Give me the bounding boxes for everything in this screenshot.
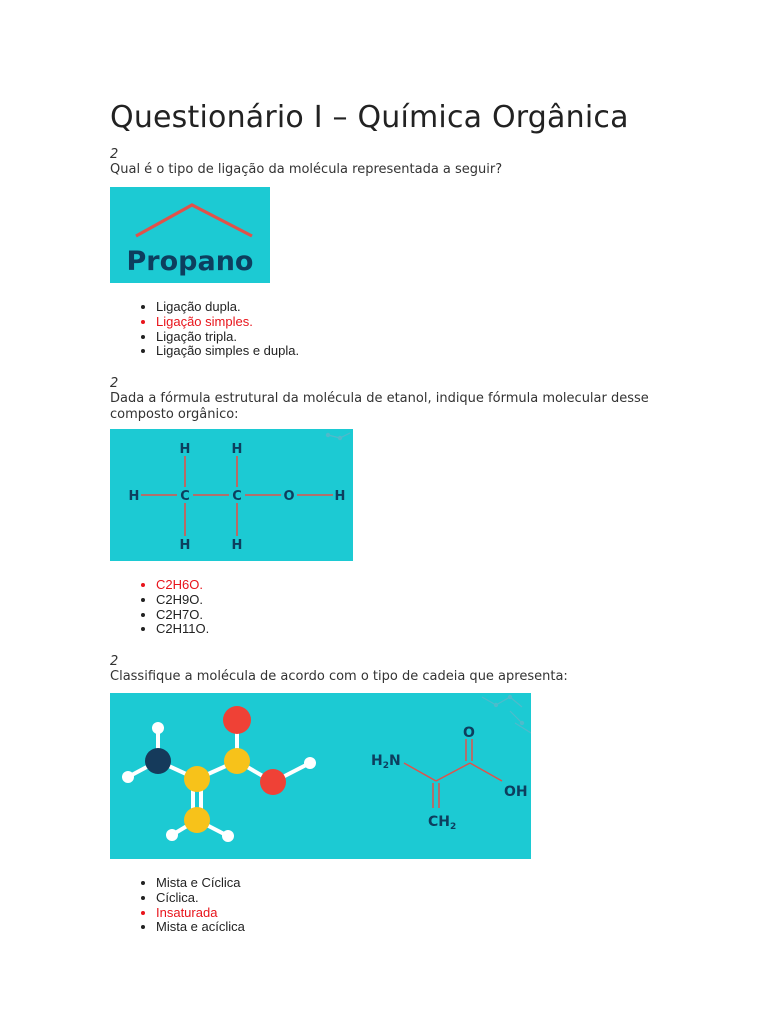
decorative-molecule-icon [482, 695, 531, 733]
atom-h: H [334, 489, 346, 504]
atom-h: H [179, 538, 191, 553]
option[interactable]: • C2H7O. [156, 608, 209, 623]
skeletal-bonds [404, 739, 502, 808]
decorative-molecule-icon [326, 433, 350, 440]
atom-h: H [128, 489, 140, 504]
atom-h: H [231, 442, 243, 457]
option[interactable]: • Ligação dupla. [156, 300, 299, 315]
atom-c: C [232, 489, 242, 504]
question-number: 2 [110, 376, 119, 391]
atom-h: H [179, 442, 191, 457]
propane-skeleton-bond [136, 205, 252, 236]
molecule-figure [110, 693, 531, 859]
option[interactable]: • C2H11O. [156, 622, 209, 637]
propano-figure [110, 187, 270, 283]
options-list-2 [132, 578, 209, 637]
question-number: 2 [110, 654, 119, 669]
question-text: Qual é o tipo de ligação da molécula representada a seguir? [110, 162, 503, 177]
question-text: Dada a fórmula estrutural da molécula de etanol, indique fórmula molecular desse composto orgânico: [110, 391, 649, 422]
oxygen-label: O [463, 725, 475, 741]
options-list-3 [132, 876, 245, 935]
amine-label: $H_2N$ [371, 753, 401, 771]
atom-h: H [231, 538, 243, 553]
option[interactable]: • Cíclica. [156, 891, 245, 906]
atom-c: C [180, 489, 190, 504]
hydroxyl-label: OH [504, 784, 528, 800]
page-title: Questionário I – Química Orgânica [110, 100, 629, 135]
methylene-label: $CH_2$ [428, 814, 457, 832]
option-correct[interactable]: • C2H6O. [156, 578, 209, 593]
options-list-1 [132, 300, 299, 359]
question-number: 2 [110, 147, 119, 162]
question-3 [110, 654, 650, 685]
propano-label: Propano [126, 246, 254, 277]
option[interactable]: • Mista e Cíclica [156, 876, 245, 891]
question-text: Classifique a molécula de acordo com o tipo de cadeia que apresenta: [110, 669, 568, 684]
question-2 [110, 376, 650, 423]
atom-o: O [283, 489, 295, 504]
option[interactable]: • Ligação tripla. [156, 330, 299, 345]
question-1 [110, 147, 650, 178]
option-correct[interactable]: • Insaturada [156, 906, 245, 921]
option[interactable]: • Ligação simples e dupla. [156, 344, 299, 359]
ethanol-figure [110, 429, 353, 561]
option-correct[interactable]: • Ligação simples. [156, 315, 299, 330]
option[interactable]: • C2H9O. [156, 593, 209, 608]
option[interactable]: • Mista e acíclica [156, 920, 245, 935]
